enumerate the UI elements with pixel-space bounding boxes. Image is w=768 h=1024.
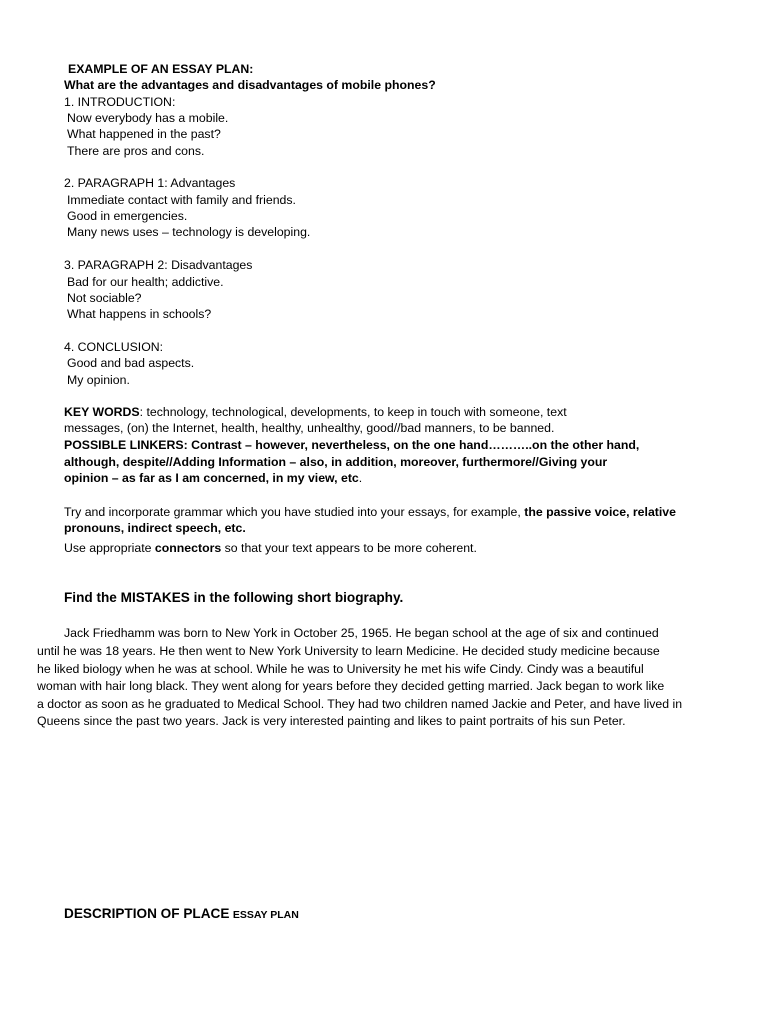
place-heading [64,906,299,923]
place-heading-sub: ESSAY PLAN [232,909,299,921]
grammar-tip-text: Try and incorporate grammar which you have studied into your essays, for example, [64,505,525,519]
grammar-tip-emphasis: pronouns, indirect speech, etc. [64,521,246,535]
conclusion-title: 4. CONCLUSION: [64,340,164,354]
keywords-line [64,404,567,420]
intro-line: What happened in the past? [67,127,221,141]
connectors-tip-pre: Use appropriate [64,541,155,555]
para1-line: Good in emergencies. [67,209,188,223]
essay-question: What are the advantages and disadvantages of mobile phones? [64,78,436,92]
biography-line: Jack Friedhamm was born to New York in October 25, 1965. He began school at the age of six and continued [64,626,659,640]
keywords-text: : technology, technological, developments, to keep in touch with someone, text [139,405,567,419]
place-heading-main: DESCRIPTION OF PLACE [64,906,230,921]
mistakes-heading: Find the MISTAKES in the following short biography. [64,590,404,605]
para1-title: 2. PARAGRAPH 1: Advantages [64,176,236,190]
biography-line: he liked biology when he was at school. While he was to University he met his wife Cindy. Cindy was a beautiful [37,662,644,676]
intro-line: Now everybody has a mobile. [67,111,229,125]
para2-line: Not sociable? [67,291,142,305]
conclusion-line: Good and bad aspects. [67,356,195,370]
biography-line: Queens since the past two years. Jack is very interested painting and likes to paint portraits of his sun Peter. [37,714,626,728]
intro-line: There are pros and cons. [67,144,205,158]
conclusion-line: My opinion. [67,373,130,387]
para2-line: Bad for our health; addictive. [67,275,224,289]
biography-line: a doctor as soon as he graduated to Medical School. They had two children named Jackie and Peter, and have lived in [37,697,683,711]
connectors-tip [64,540,477,556]
biography-line: until he was 18 years. He then went to New York University to learn Medicine. He decided study medicine because [37,644,660,658]
keywords-label: KEY WORDS [64,405,140,419]
grammar-tip-emphasis: the passive voice, relative [524,505,676,519]
intro-title: 1. INTRODUCTION: [64,95,176,109]
linkers-period: . [358,471,363,485]
linkers-line: although, despite//Adding Information – also, in addition, moreover, furthermore//Giving your [64,455,608,469]
grammar-tip-line [64,504,676,520]
para1-line: Many news uses – technology is developing. [67,225,311,239]
essay-plan-heading: EXAMPLE OF AN ESSAY PLAN: [68,62,254,76]
linkers-opinion: opinion – as far as I am concerned, in my view, etc [64,471,359,485]
para1-line: Immediate contact with family and friends. [67,193,296,207]
keywords-line: messages, (on) the Internet, health, healthy, unhealthy, good//bad manners, to be banned. [64,421,555,435]
linkers-line: POSSIBLE LINKERS: Contrast – however, nevertheless, on the one hand………..on the other hand, [64,438,640,452]
connectors-tip-post: so that your text appears to be more coherent. [221,541,477,555]
linkers-line [64,470,362,486]
biography-line: woman with hair long black. They went along for years before they decided getting married. Jack began to work like [37,679,665,693]
connectors-word: connectors [154,541,222,555]
para2-title: 3. PARAGRAPH 2: Disadvantages [64,258,253,272]
para2-line: What happens in schools? [67,307,212,321]
